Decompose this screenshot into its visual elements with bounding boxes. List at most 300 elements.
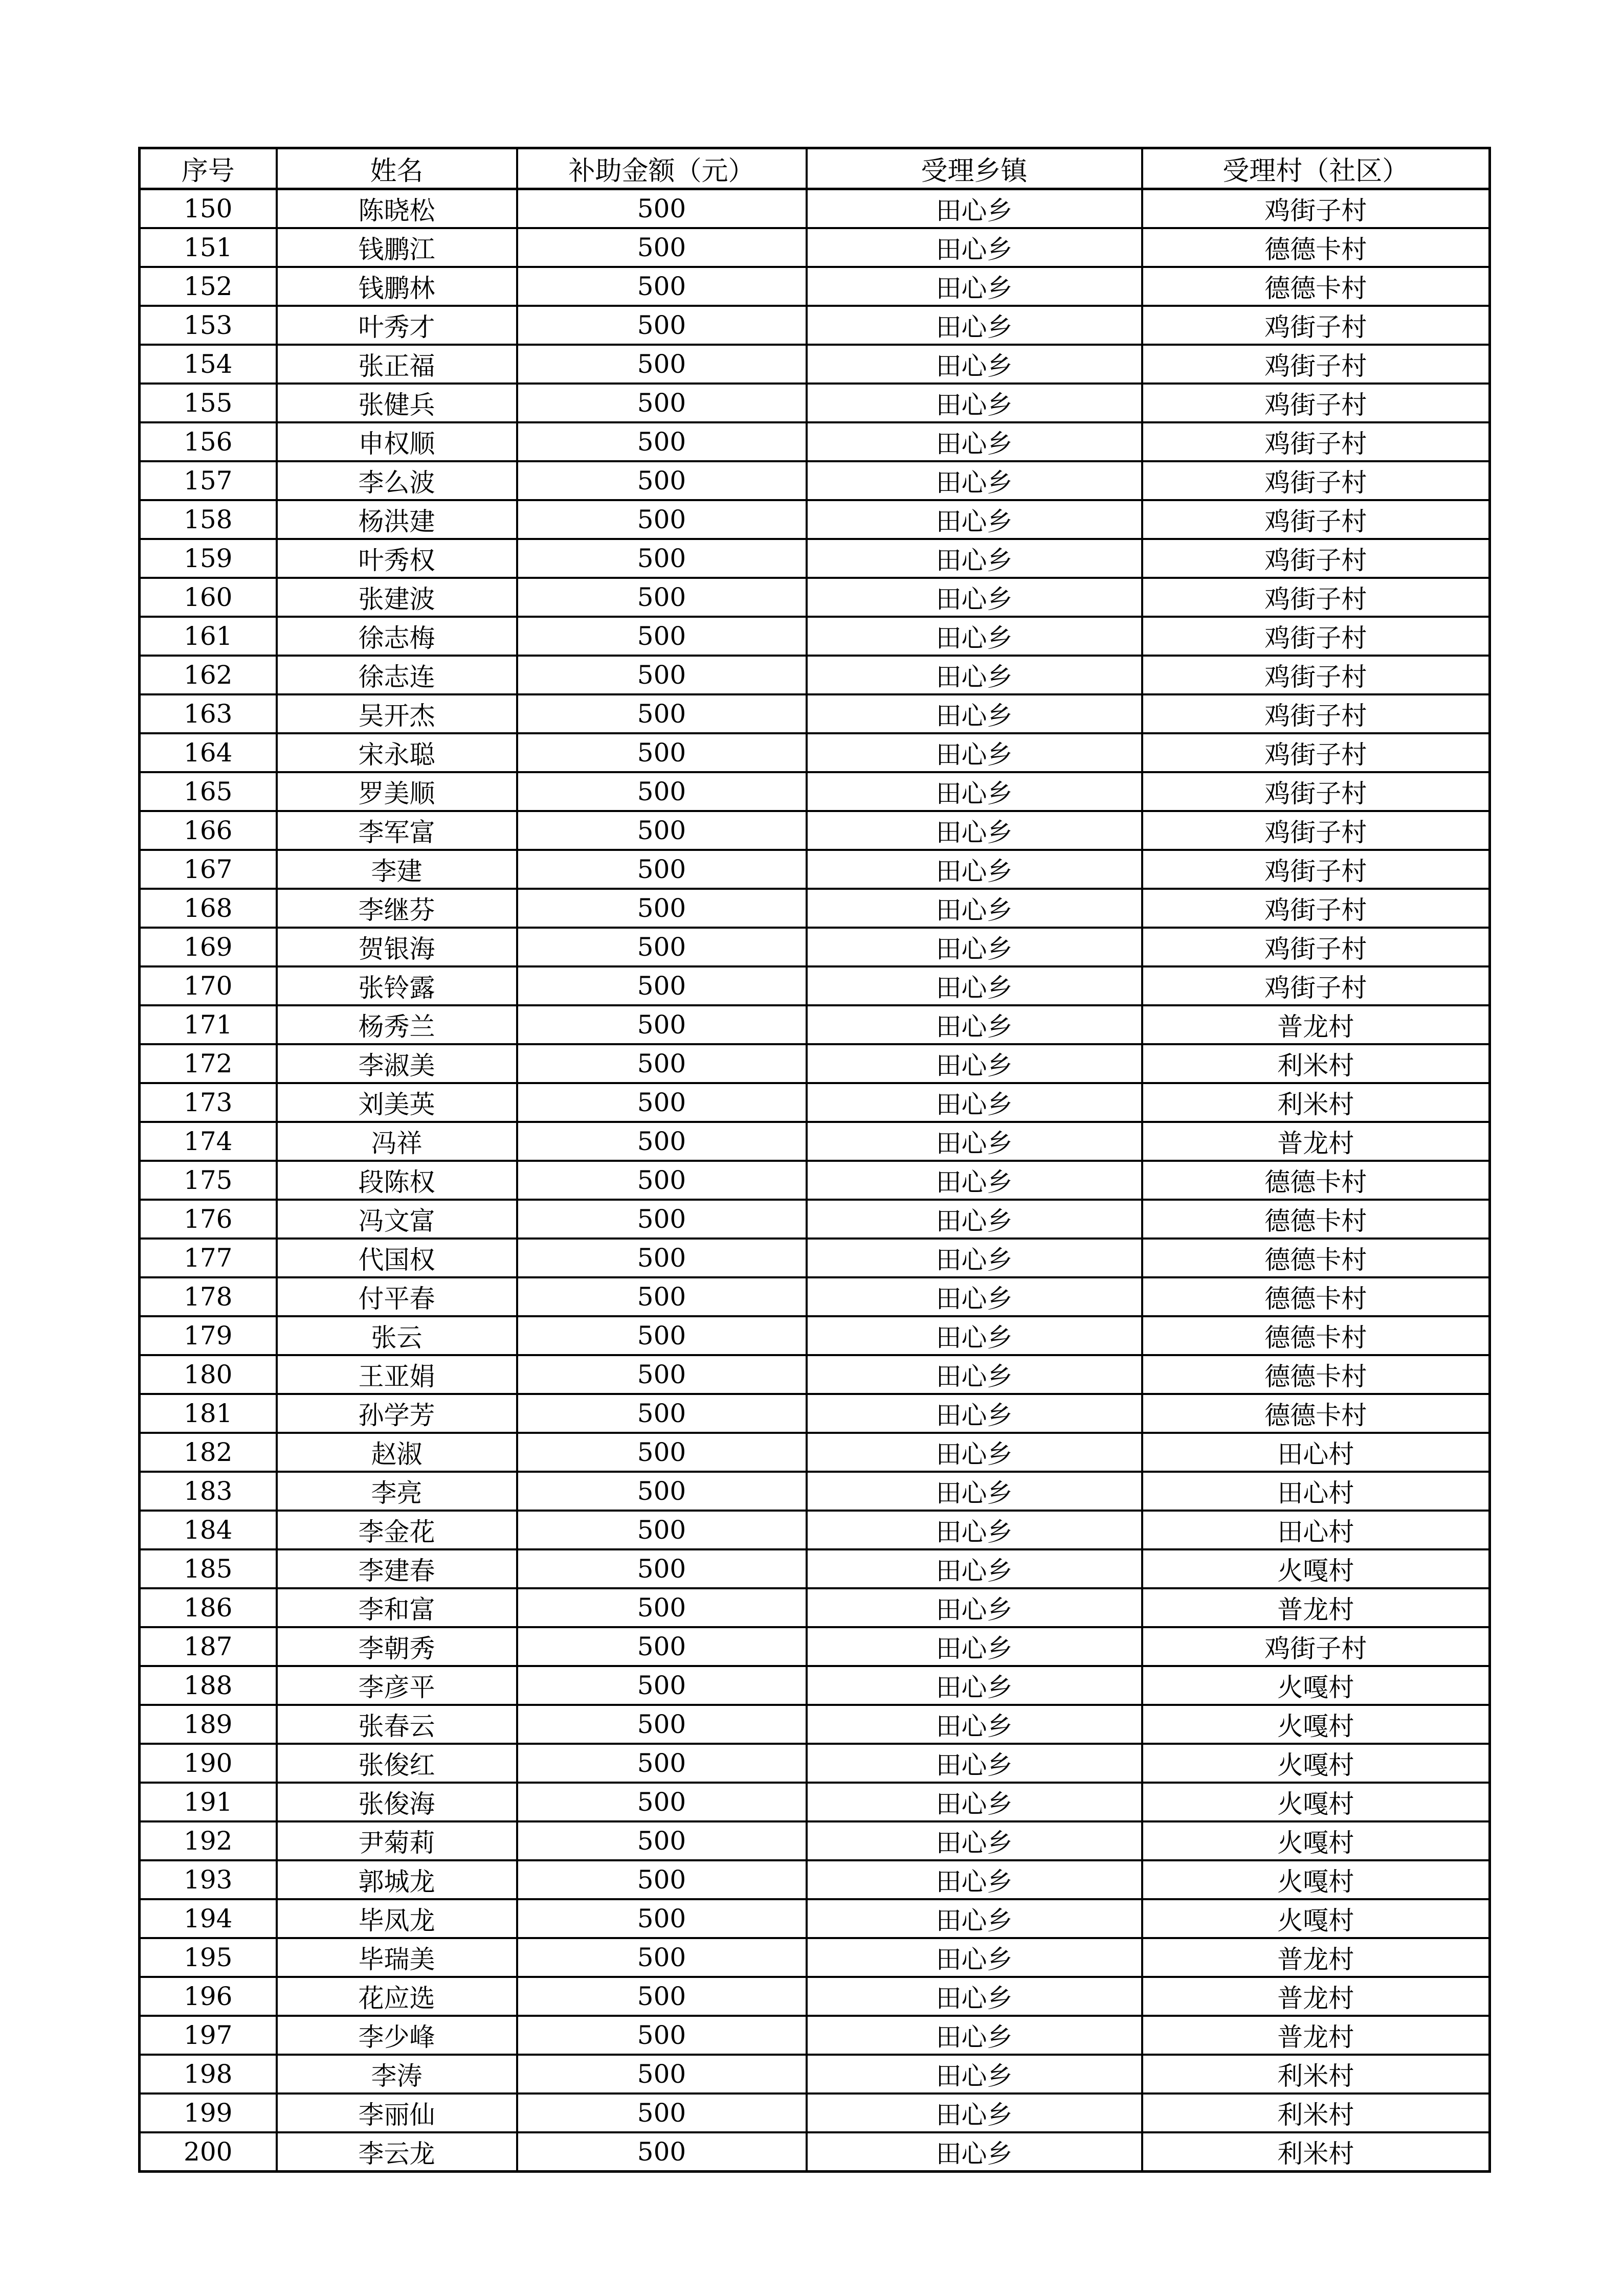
cell-seq: 166 xyxy=(140,811,277,850)
table-row xyxy=(140,2055,1490,2094)
table-row xyxy=(140,1472,1490,1511)
cell-town: 田心乡 xyxy=(807,617,1142,656)
cell-amount: 500 xyxy=(517,306,807,345)
cell-amount: 500 xyxy=(517,694,807,733)
cell-town: 田心乡 xyxy=(807,928,1142,966)
cell-name: 刘美英 xyxy=(277,1083,517,1122)
cell-town: 田心乡 xyxy=(807,850,1142,889)
cell-amount: 500 xyxy=(517,539,807,578)
cell-seq: 151 xyxy=(140,228,277,267)
cell-seq: 179 xyxy=(140,1316,277,1355)
cell-seq: 193 xyxy=(140,1860,277,1899)
header-name: 姓名 xyxy=(277,148,517,189)
cell-seq: 170 xyxy=(140,966,277,1005)
cell-amount: 500 xyxy=(517,966,807,1005)
cell-village: 德德卡村 xyxy=(1142,1200,1490,1239)
cell-village: 利米村 xyxy=(1142,1083,1490,1122)
cell-amount: 500 xyxy=(517,1005,807,1044)
cell-name: 张俊海 xyxy=(277,1783,517,1821)
cell-village: 普龙村 xyxy=(1142,1588,1490,1627)
cell-name: 李和富 xyxy=(277,1588,517,1627)
cell-name: 李丽仙 xyxy=(277,2094,517,2132)
table-row xyxy=(140,1083,1490,1122)
table-row xyxy=(140,1821,1490,1860)
cell-amount: 500 xyxy=(517,578,807,617)
cell-amount: 500 xyxy=(517,617,807,656)
cell-seq: 190 xyxy=(140,1744,277,1783)
table-row xyxy=(140,850,1490,889)
cell-town: 田心乡 xyxy=(807,578,1142,617)
cell-amount: 500 xyxy=(517,1200,807,1239)
table-row xyxy=(140,1239,1490,1277)
table-row xyxy=(140,889,1490,928)
cell-town: 田心乡 xyxy=(807,1083,1142,1122)
cell-amount: 500 xyxy=(517,1627,807,1666)
cell-name: 徐志连 xyxy=(277,656,517,694)
table-row xyxy=(140,189,1490,229)
table-row xyxy=(140,228,1490,267)
cell-village: 鸡街子村 xyxy=(1142,306,1490,345)
cell-town: 田心乡 xyxy=(807,1666,1142,1705)
cell-name: 孙学芳 xyxy=(277,1394,517,1433)
table-row xyxy=(140,1277,1490,1316)
cell-village: 普龙村 xyxy=(1142,1005,1490,1044)
cell-seq: 187 xyxy=(140,1627,277,1666)
cell-amount: 500 xyxy=(517,1122,807,1161)
cell-seq: 168 xyxy=(140,889,277,928)
cell-town: 田心乡 xyxy=(807,500,1142,539)
cell-town: 田心乡 xyxy=(807,189,1142,229)
cell-town: 田心乡 xyxy=(807,267,1142,306)
table-row xyxy=(140,384,1490,422)
cell-seq: 184 xyxy=(140,1511,277,1549)
cell-amount: 500 xyxy=(517,733,807,772)
cell-name: 付平春 xyxy=(277,1277,517,1316)
cell-name: 冯祥 xyxy=(277,1122,517,1161)
table-row xyxy=(140,1588,1490,1627)
cell-seq: 198 xyxy=(140,2055,277,2094)
cell-seq: 172 xyxy=(140,1044,277,1083)
cell-seq: 171 xyxy=(140,1005,277,1044)
cell-town: 田心乡 xyxy=(807,889,1142,928)
cell-name: 李军富 xyxy=(277,811,517,850)
cell-amount: 500 xyxy=(517,1044,807,1083)
cell-name: 罗美顺 xyxy=(277,772,517,811)
cell-amount: 500 xyxy=(517,1588,807,1627)
cell-village: 鸡街子村 xyxy=(1142,461,1490,500)
table-row xyxy=(140,461,1490,500)
cell-name: 尹菊莉 xyxy=(277,1821,517,1860)
table-row xyxy=(140,1161,1490,1200)
table-row xyxy=(140,539,1490,578)
cell-name: 钱鹏林 xyxy=(277,267,517,306)
cell-town: 田心乡 xyxy=(807,1005,1142,1044)
cell-village: 鸡街子村 xyxy=(1142,966,1490,1005)
cell-amount: 500 xyxy=(517,345,807,384)
cell-seq: 199 xyxy=(140,2094,277,2132)
cell-town: 田心乡 xyxy=(807,1394,1142,1433)
cell-seq: 176 xyxy=(140,1200,277,1239)
cell-name: 李淑美 xyxy=(277,1044,517,1083)
table-row xyxy=(140,2132,1490,2172)
cell-village: 鸡街子村 xyxy=(1142,928,1490,966)
cell-village: 德德卡村 xyxy=(1142,1394,1490,1433)
cell-town: 田心乡 xyxy=(807,1355,1142,1394)
cell-village: 鸡街子村 xyxy=(1142,656,1490,694)
cell-village: 利米村 xyxy=(1142,2094,1490,2132)
cell-amount: 500 xyxy=(517,2016,807,2055)
cell-town: 田心乡 xyxy=(807,2016,1142,2055)
table-row xyxy=(140,345,1490,384)
cell-name: 代国权 xyxy=(277,1239,517,1277)
cell-village: 鸡街子村 xyxy=(1142,850,1490,889)
cell-amount: 500 xyxy=(517,1860,807,1899)
cell-amount: 500 xyxy=(517,461,807,500)
cell-seq: 200 xyxy=(140,2132,277,2172)
cell-amount: 500 xyxy=(517,1161,807,1200)
cell-amount: 500 xyxy=(517,384,807,422)
table-row xyxy=(140,694,1490,733)
cell-town: 田心乡 xyxy=(807,1588,1142,1627)
cell-seq: 178 xyxy=(140,1277,277,1316)
cell-amount: 500 xyxy=(517,2094,807,2132)
cell-amount: 500 xyxy=(517,1783,807,1821)
cell-amount: 500 xyxy=(517,500,807,539)
table-row xyxy=(140,733,1490,772)
table-row xyxy=(140,1005,1490,1044)
table-row xyxy=(140,267,1490,306)
cell-name: 段陈权 xyxy=(277,1161,517,1200)
cell-village: 火嘎村 xyxy=(1142,1705,1490,1744)
cell-town: 田心乡 xyxy=(807,2132,1142,2172)
cell-amount: 500 xyxy=(517,1239,807,1277)
cell-town: 田心乡 xyxy=(807,1860,1142,1899)
cell-name: 张健兵 xyxy=(277,384,517,422)
cell-name: 杨秀兰 xyxy=(277,1005,517,1044)
cell-town: 田心乡 xyxy=(807,1511,1142,1549)
cell-village: 火嘎村 xyxy=(1142,1744,1490,1783)
cell-amount: 500 xyxy=(517,1549,807,1588)
table-row xyxy=(140,1977,1490,2016)
table-row xyxy=(140,306,1490,345)
cell-name: 王亚娟 xyxy=(277,1355,517,1394)
cell-village: 鸡街子村 xyxy=(1142,422,1490,461)
cell-seq: 197 xyxy=(140,2016,277,2055)
table-row xyxy=(140,2016,1490,2055)
cell-town: 田心乡 xyxy=(807,1239,1142,1277)
table-row xyxy=(140,578,1490,617)
cell-village: 德德卡村 xyxy=(1142,1355,1490,1394)
cell-amount: 500 xyxy=(517,1394,807,1433)
cell-town: 田心乡 xyxy=(807,966,1142,1005)
cell-village: 鸡街子村 xyxy=(1142,384,1490,422)
table-row xyxy=(140,1783,1490,1821)
cell-name: 毕凤龙 xyxy=(277,1899,517,1938)
cell-seq: 164 xyxy=(140,733,277,772)
table-row xyxy=(140,500,1490,539)
cell-name: 杨洪建 xyxy=(277,500,517,539)
cell-village: 德德卡村 xyxy=(1142,1239,1490,1277)
cell-town: 田心乡 xyxy=(807,1549,1142,1588)
table-row xyxy=(140,422,1490,461)
cell-seq: 163 xyxy=(140,694,277,733)
cell-village: 火嘎村 xyxy=(1142,1783,1490,1821)
cell-name: 李建春 xyxy=(277,1549,517,1588)
cell-name: 张春云 xyxy=(277,1705,517,1744)
cell-village: 利米村 xyxy=(1142,2132,1490,2172)
cell-name: 吴开杰 xyxy=(277,694,517,733)
table-row xyxy=(140,1899,1490,1938)
cell-village: 火嘎村 xyxy=(1142,1899,1490,1938)
table-body xyxy=(140,189,1490,2172)
cell-town: 田心乡 xyxy=(807,422,1142,461)
cell-town: 田心乡 xyxy=(807,733,1142,772)
cell-town: 田心乡 xyxy=(807,1899,1142,1938)
cell-name: 赵淑 xyxy=(277,1433,517,1472)
cell-seq: 181 xyxy=(140,1394,277,1433)
cell-name: 陈晓松 xyxy=(277,189,517,229)
cell-town: 田心乡 xyxy=(807,2094,1142,2132)
cell-village: 鸡街子村 xyxy=(1142,811,1490,850)
cell-name: 毕瑞美 xyxy=(277,1938,517,1977)
table-row xyxy=(140,1938,1490,1977)
cell-village: 火嘎村 xyxy=(1142,1860,1490,1899)
cell-village: 鸡街子村 xyxy=(1142,733,1490,772)
cell-amount: 500 xyxy=(517,850,807,889)
cell-amount: 500 xyxy=(517,656,807,694)
cell-name: 叶秀权 xyxy=(277,539,517,578)
cell-town: 田心乡 xyxy=(807,228,1142,267)
cell-seq: 156 xyxy=(140,422,277,461)
cell-name: 花应选 xyxy=(277,1977,517,2016)
cell-village: 德德卡村 xyxy=(1142,1277,1490,1316)
table-row xyxy=(140,1044,1490,1083)
cell-seq: 177 xyxy=(140,1239,277,1277)
table-row xyxy=(140,1549,1490,1588)
cell-seq: 155 xyxy=(140,384,277,422)
cell-name: 宋永聪 xyxy=(277,733,517,772)
cell-seq: 188 xyxy=(140,1666,277,1705)
table-row xyxy=(140,811,1490,850)
cell-town: 田心乡 xyxy=(807,811,1142,850)
cell-amount: 500 xyxy=(517,1938,807,1977)
cell-village: 火嘎村 xyxy=(1142,1821,1490,1860)
cell-seq: 154 xyxy=(140,345,277,384)
cell-village: 利米村 xyxy=(1142,2055,1490,2094)
cell-seq: 158 xyxy=(140,500,277,539)
table-row xyxy=(140,1122,1490,1161)
cell-seq: 157 xyxy=(140,461,277,500)
cell-name: 李亮 xyxy=(277,1472,517,1511)
cell-amount: 500 xyxy=(517,811,807,850)
cell-seq: 162 xyxy=(140,656,277,694)
cell-amount: 500 xyxy=(517,1472,807,1511)
cell-village: 田心村 xyxy=(1142,1472,1490,1511)
cell-amount: 500 xyxy=(517,189,807,229)
cell-name: 张云 xyxy=(277,1316,517,1355)
cell-seq: 174 xyxy=(140,1122,277,1161)
table-row xyxy=(140,1355,1490,1394)
cell-town: 田心乡 xyxy=(807,1433,1142,1472)
cell-seq: 180 xyxy=(140,1355,277,1394)
cell-town: 田心乡 xyxy=(807,2055,1142,2094)
table-row xyxy=(140,656,1490,694)
cell-amount: 500 xyxy=(517,1899,807,1938)
cell-village: 德德卡村 xyxy=(1142,267,1490,306)
cell-amount: 500 xyxy=(517,1355,807,1394)
cell-name: 李朝秀 xyxy=(277,1627,517,1666)
cell-village: 鸡街子村 xyxy=(1142,694,1490,733)
table-row xyxy=(140,1394,1490,1433)
cell-town: 田心乡 xyxy=(807,1821,1142,1860)
cell-amount: 500 xyxy=(517,1277,807,1316)
cell-town: 田心乡 xyxy=(807,1044,1142,1083)
cell-name: 李金花 xyxy=(277,1511,517,1549)
cell-town: 田心乡 xyxy=(807,345,1142,384)
cell-name: 申权顺 xyxy=(277,422,517,461)
cell-name: 张铃露 xyxy=(277,966,517,1005)
cell-seq: 189 xyxy=(140,1705,277,1744)
header-row xyxy=(140,148,1490,189)
cell-seq: 161 xyxy=(140,617,277,656)
table-header xyxy=(140,148,1490,189)
cell-name: 李涛 xyxy=(277,2055,517,2094)
cell-name: 叶秀才 xyxy=(277,306,517,345)
table-row xyxy=(140,1200,1490,1239)
cell-amount: 500 xyxy=(517,422,807,461)
cell-village: 火嘎村 xyxy=(1142,1549,1490,1588)
cell-village: 德德卡村 xyxy=(1142,228,1490,267)
cell-seq: 183 xyxy=(140,1472,277,1511)
table-row xyxy=(140,1860,1490,1899)
table-row xyxy=(140,772,1490,811)
cell-name: 张正福 xyxy=(277,345,517,384)
table-row xyxy=(140,1666,1490,1705)
cell-seq: 150 xyxy=(140,189,277,229)
cell-town: 田心乡 xyxy=(807,539,1142,578)
cell-amount: 500 xyxy=(517,1433,807,1472)
cell-village: 鸡街子村 xyxy=(1142,889,1490,928)
cell-village: 普龙村 xyxy=(1142,1122,1490,1161)
cell-seq: 182 xyxy=(140,1433,277,1472)
cell-amount: 500 xyxy=(517,228,807,267)
cell-town: 田心乡 xyxy=(807,384,1142,422)
cell-name: 李云龙 xyxy=(277,2132,517,2172)
cell-name: 李建 xyxy=(277,850,517,889)
cell-amount: 500 xyxy=(517,1316,807,1355)
header-town: 受理乡镇 xyxy=(807,148,1142,189)
cell-village: 火嘎村 xyxy=(1142,1666,1490,1705)
cell-seq: 165 xyxy=(140,772,277,811)
cell-name: 李继芬 xyxy=(277,889,517,928)
cell-village: 田心村 xyxy=(1142,1511,1490,1549)
cell-seq: 152 xyxy=(140,267,277,306)
cell-seq: 167 xyxy=(140,850,277,889)
cell-amount: 500 xyxy=(517,1083,807,1122)
table-row xyxy=(140,928,1490,966)
table-row xyxy=(140,2094,1490,2132)
cell-town: 田心乡 xyxy=(807,1705,1142,1744)
cell-seq: 173 xyxy=(140,1083,277,1122)
cell-village: 鸡街子村 xyxy=(1142,1627,1490,1666)
cell-town: 田心乡 xyxy=(807,1744,1142,1783)
cell-village: 利米村 xyxy=(1142,1044,1490,1083)
cell-name: 贺银海 xyxy=(277,928,517,966)
cell-amount: 500 xyxy=(517,2132,807,2172)
cell-town: 田心乡 xyxy=(807,1472,1142,1511)
cell-village: 普龙村 xyxy=(1142,2016,1490,2055)
cell-town: 田心乡 xyxy=(807,1316,1142,1355)
cell-village: 鸡街子村 xyxy=(1142,500,1490,539)
cell-amount: 500 xyxy=(517,1744,807,1783)
cell-name: 冯文富 xyxy=(277,1200,517,1239)
cell-seq: 175 xyxy=(140,1161,277,1200)
cell-town: 田心乡 xyxy=(807,1161,1142,1200)
cell-amount: 500 xyxy=(517,1821,807,1860)
table-row xyxy=(140,1705,1490,1744)
cell-name: 李少峰 xyxy=(277,2016,517,2055)
cell-town: 田心乡 xyxy=(807,1938,1142,1977)
cell-village: 鸡街子村 xyxy=(1142,345,1490,384)
cell-name: 张俊红 xyxy=(277,1744,517,1783)
cell-name: 李彦平 xyxy=(277,1666,517,1705)
cell-seq: 192 xyxy=(140,1821,277,1860)
cell-amount: 500 xyxy=(517,889,807,928)
header-village: 受理村（社区） xyxy=(1142,148,1490,189)
cell-seq: 195 xyxy=(140,1938,277,1977)
cell-village: 德德卡村 xyxy=(1142,1161,1490,1200)
cell-town: 田心乡 xyxy=(807,694,1142,733)
cell-seq: 196 xyxy=(140,1977,277,2016)
cell-village: 鸡街子村 xyxy=(1142,539,1490,578)
cell-town: 田心乡 xyxy=(807,1783,1142,1821)
header-seq: 序号 xyxy=(140,148,277,189)
cell-village: 鸡街子村 xyxy=(1142,189,1490,229)
cell-town: 田心乡 xyxy=(807,461,1142,500)
cell-name: 张建波 xyxy=(277,578,517,617)
cell-village: 普龙村 xyxy=(1142,1938,1490,1977)
cell-village: 鸡街子村 xyxy=(1142,617,1490,656)
cell-town: 田心乡 xyxy=(807,1277,1142,1316)
cell-amount: 500 xyxy=(517,1977,807,2016)
cell-seq: 194 xyxy=(140,1899,277,1938)
cell-name: 郭城龙 xyxy=(277,1860,517,1899)
cell-amount: 500 xyxy=(517,928,807,966)
cell-amount: 500 xyxy=(517,1511,807,1549)
cell-town: 田心乡 xyxy=(807,1977,1142,2016)
subsidy-roster-table xyxy=(138,147,1491,2173)
cell-town: 田心乡 xyxy=(807,1627,1142,1666)
cell-village: 鸡街子村 xyxy=(1142,772,1490,811)
cell-village: 鸡街子村 xyxy=(1142,578,1490,617)
table-row xyxy=(140,1433,1490,1472)
cell-amount: 500 xyxy=(517,2055,807,2094)
cell-amount: 500 xyxy=(517,772,807,811)
cell-name: 徐志梅 xyxy=(277,617,517,656)
cell-town: 田心乡 xyxy=(807,772,1142,811)
cell-town: 田心乡 xyxy=(807,1200,1142,1239)
cell-seq: 153 xyxy=(140,306,277,345)
cell-village: 田心村 xyxy=(1142,1433,1490,1472)
cell-seq: 159 xyxy=(140,539,277,578)
cell-amount: 500 xyxy=(517,267,807,306)
table-row xyxy=(140,1511,1490,1549)
table-row xyxy=(140,966,1490,1005)
cell-amount: 500 xyxy=(517,1666,807,1705)
table-row xyxy=(140,617,1490,656)
cell-town: 田心乡 xyxy=(807,1122,1142,1161)
cell-seq: 185 xyxy=(140,1549,277,1588)
